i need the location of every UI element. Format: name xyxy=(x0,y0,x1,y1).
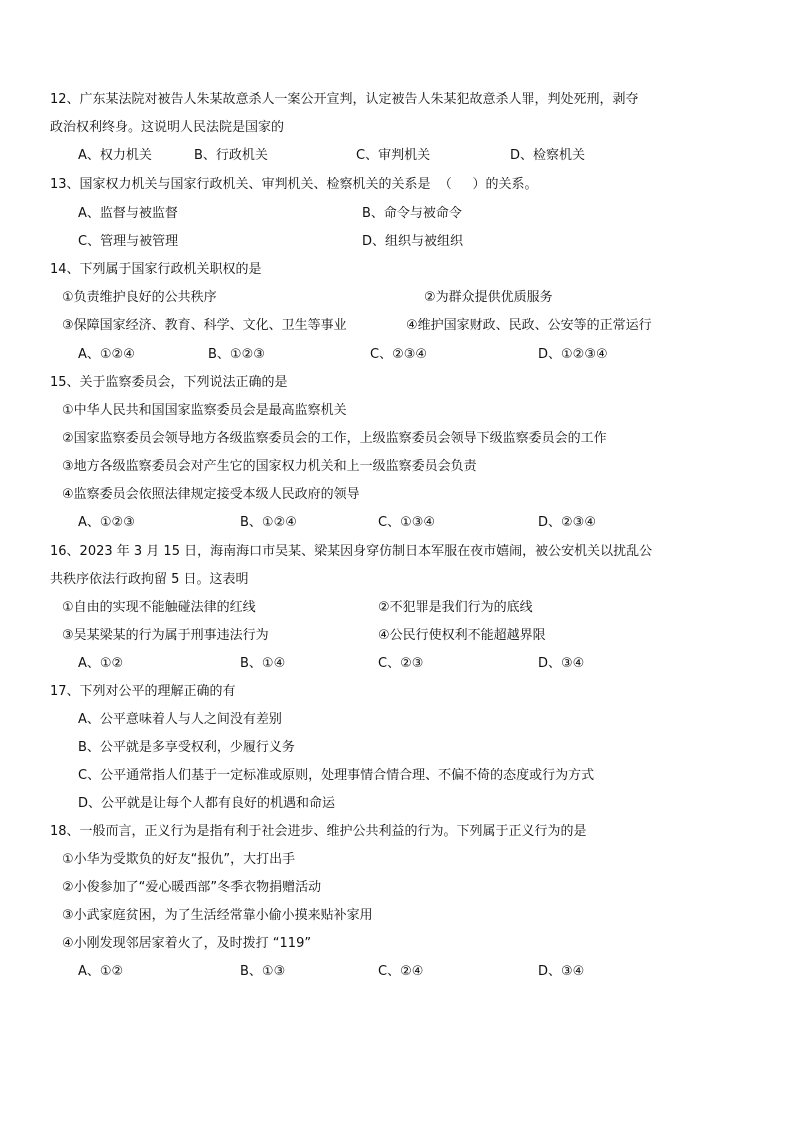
q15-item-1: ①中华人民共和国国家监察委员会是最高监察机关 xyxy=(62,403,347,418)
q14-option-b: B、①②③ xyxy=(208,347,265,362)
q17-option-b: B、公平就是多享受权利，少履行义务 xyxy=(78,740,295,755)
q18-option-d: D、③④ xyxy=(538,964,585,979)
q14-item-2: ②为群众提供优质服务 xyxy=(424,290,553,305)
q15-stem: 15、关于监察委员会，下列说法正确的是 xyxy=(50,375,288,390)
q18-item-4: ④小刚发现邻居家着火了，及时拨打 “119” xyxy=(62,936,312,951)
q17-option-c: C、公平通常指人们基于一定标准或原则，处理事情合情合理、不偏不倚的态度或行为方式 xyxy=(78,768,595,783)
q16-option-b: B、①④ xyxy=(240,656,286,671)
q16-stem-line-1: 16、2023 年 3 月 15 日，海南海口市吴某、梁某因身穿仿制日本军服在夜市嬉闹，被公安机关以扰乱公 xyxy=(50,544,653,559)
q17-option-a: A、公平意味着人与人之间没有差别 xyxy=(78,712,282,727)
q13-stem: 13、国家权力机关与国家行政机关、审判机关、检察机关的关系是 （ ）的关系。 xyxy=(50,177,538,192)
q12-option-c: C、审判机关 xyxy=(356,148,431,163)
q14-item-1: ①负责维护良好的公共秩序 xyxy=(62,290,217,305)
q15-option-b: B、①②④ xyxy=(240,515,297,530)
q16-option-d: D、③④ xyxy=(538,656,585,671)
q18-item-1: ①小华为受欺负的好友“报仇”，大打出手 xyxy=(62,852,296,867)
q16-option-c: C、②③ xyxy=(378,656,424,671)
q17-option-d: D、公平就是让每个人都有良好的机遇和命运 xyxy=(78,796,336,811)
q12-stem-line-1: 12、广东某法院对被告人朱某故意杀人一案公开宣判，认定被告人朱某犯故意杀人罪，判处死刑，剥夺 xyxy=(50,92,639,107)
q14-item-4: ④维护国家财政、民政、公安等的正常运行 xyxy=(406,318,652,333)
q15-option-c: C、①③④ xyxy=(378,515,436,530)
q12-stem-line-2: 政治权利终身。这说明人民法院是国家的 xyxy=(50,120,285,135)
q14-option-d: D、①②③④ xyxy=(538,347,608,362)
q12-option-d: D、检察机关 xyxy=(510,148,586,163)
q15-item-3: ③地方各级监察委员会对产生它的国家权力机关和上一级监察委员会负责 xyxy=(62,459,477,474)
q14-item-3: ③保障国家经济、教育、科学、文化、卫生等事业 xyxy=(62,318,347,333)
q15-item-4: ④监察委员会依照法律规定接受本级人民政府的领导 xyxy=(62,487,360,502)
q12-option-b: B、行政机关 xyxy=(194,148,268,163)
q14-option-c: C、②③④ xyxy=(370,347,428,362)
q13-option-a: A、监督与被监督 xyxy=(78,206,178,221)
q13-option-c: C、管理与被管理 xyxy=(78,234,179,249)
q12-option-a: A、权力机关 xyxy=(78,148,152,163)
q13-option-b: B、命令与被命令 xyxy=(362,206,462,221)
q14-stem: 14、下列属于国家行政机关职权的是 xyxy=(50,262,262,277)
q16-stem-line-2: 共秩序依法行政拘留 5 日。这表明 xyxy=(50,572,249,587)
q18-item-2: ②小俊参加了“爱心暖西部”冬季衣物捐赠活动 xyxy=(62,880,322,895)
q13-option-d: D、组织与被组织 xyxy=(362,234,464,249)
q16-item-3: ③吴某梁某的行为属于刑事违法行为 xyxy=(62,628,269,643)
q16-item-1: ①自由的实现不能触碰法律的红线 xyxy=(62,600,256,615)
q17-stem: 17、下列对公平的理解正确的有 xyxy=(50,684,236,699)
q16-item-4: ④公民行使权利不能超越界限 xyxy=(378,628,546,643)
q14-option-a: A、①②④ xyxy=(78,347,135,362)
q16-item-2: ②不犯罪是我们行为的底线 xyxy=(378,600,533,615)
q18-option-b: B、①③ xyxy=(240,964,286,979)
q15-item-2: ②国家监察委员会领导地方各级监察委员会的工作，上级监察委员会领导下级监察委员会的工作 xyxy=(62,431,607,446)
q18-option-c: C、②④ xyxy=(378,964,424,979)
q15-option-d: D、②③④ xyxy=(538,515,596,530)
q18-option-a: A、①② xyxy=(78,964,124,979)
q16-option-a: A、①② xyxy=(78,656,124,671)
q15-option-a: A、①②③ xyxy=(78,515,135,530)
q18-item-3: ③小武家庭贫困，为了生活经常靠小偷小摸来贴补家用 xyxy=(62,908,373,923)
q18-stem: 18、一般而言，正义行为是指有利于社会进步、维护公共利益的行为。下列属于正义行为的是 xyxy=(50,824,587,839)
